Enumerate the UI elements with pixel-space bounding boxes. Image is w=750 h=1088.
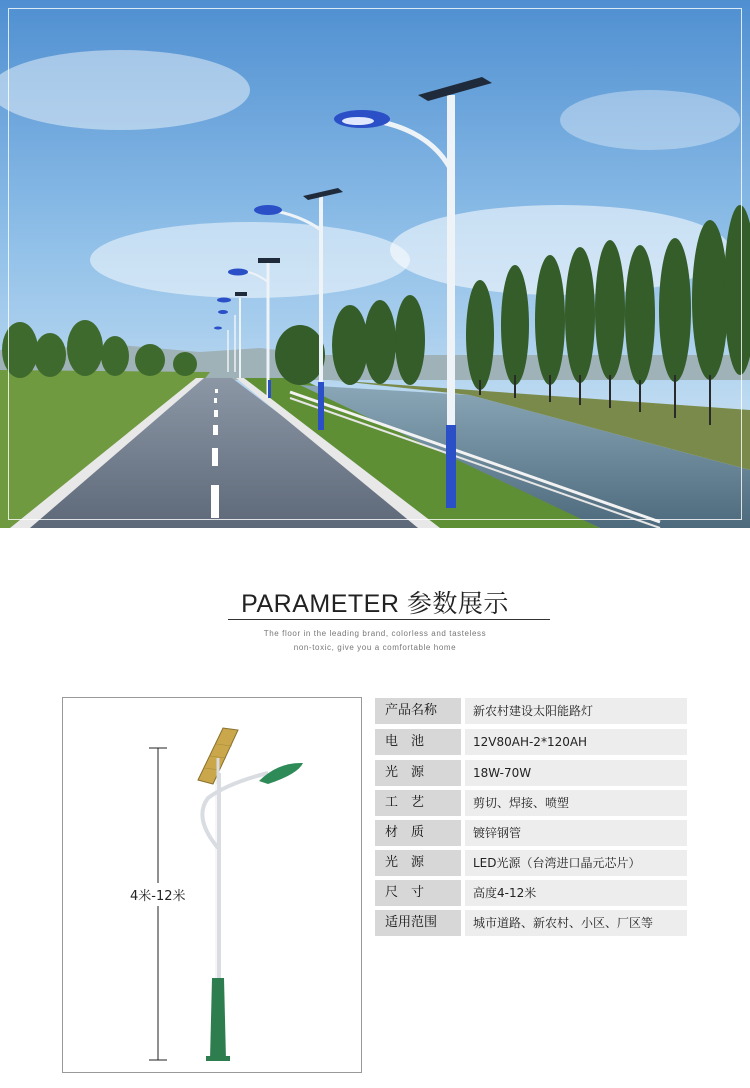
spec-value: 18W-70W [465, 760, 687, 786]
section-subtitle-line1: The floor in the leading brand, colorless and tasteless [263, 629, 487, 638]
street-light-product-drawing [63, 698, 361, 1072]
hero-photo [0, 0, 750, 528]
spec-label: 光 源 [375, 850, 461, 876]
spec-value: 新农村建设太阳能路灯 [465, 698, 687, 724]
product-image-box [62, 697, 362, 1073]
spec-label: 工 艺 [375, 790, 461, 816]
spec-value: 高度4-12米 [465, 880, 687, 906]
height-label: 4米-12米 [128, 883, 188, 906]
title-underline [228, 619, 550, 620]
spec-value: LED光源（台湾进口晶元芯片） [465, 850, 687, 876]
spec-row [375, 760, 687, 786]
spec-row [375, 820, 687, 846]
spec-value: 12V80AH-2*120AH [465, 729, 687, 755]
section-title: PARAMETER 参数展示 [241, 590, 509, 618]
spec-label: 产品名称 [375, 698, 461, 724]
hero-frame [8, 8, 742, 520]
spec-label: 尺 寸 [375, 880, 461, 906]
spec-value: 剪切、焊接、喷塑 [465, 790, 687, 816]
spec-label: 电 池 [375, 729, 461, 755]
spec-row [375, 910, 687, 936]
spec-value: 镀锌钢管 [465, 820, 687, 846]
spec-label: 光 源 [375, 760, 461, 786]
spec-label: 适用范围 [375, 910, 461, 936]
spec-row [375, 790, 687, 816]
spec-row [375, 729, 687, 755]
spec-label: 材 质 [375, 820, 461, 846]
spec-row [375, 698, 687, 724]
spec-value: 城市道路、新农村、小区、厂区等 [465, 910, 687, 936]
spec-row [375, 880, 687, 906]
section-subtitle-line2: non-toxic, give you a comfortable home [293, 643, 457, 652]
spec-row [375, 850, 687, 876]
